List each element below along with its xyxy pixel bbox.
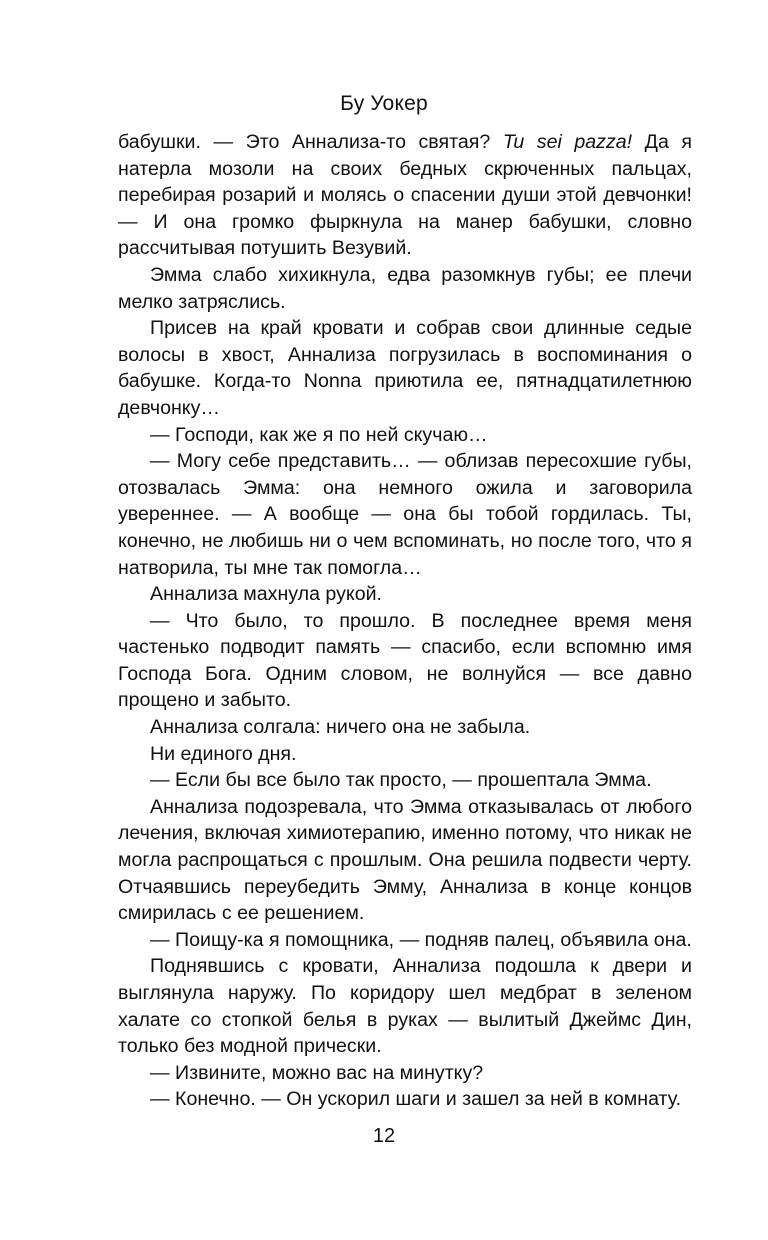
paragraph-continued (118, 129, 692, 262)
page-number: 12 (372, 1125, 396, 1147)
dialogue-line: — Конечно. — Он ускорил шаги и зашел за ней в комнату. (150, 1088, 682, 1111)
paragraph-text: бабушки. — Это Аннализа-то святая? (118, 131, 503, 153)
paragraph: Аннализа махнула рукой. (150, 583, 382, 606)
paragraph: Ни единого дня. (150, 742, 297, 765)
italic-phrase: Tu sei pazza! (502, 131, 633, 153)
paragraph: Присев на край кровати и собрав свои длинные седые волосы в хвост, Аннализа погрузилась в воспоминания о бабушке. Когда-то Nonna приютила ее, пятнадцатилетнюю девчонку… (118, 317, 692, 419)
paragraph: Поднявшись с кровати, Аннализа подошла к двери и выглянула наружу. По коридору шел медбрат в зеленом халате со стопкой белья в руках — вылитый Джеймс Дин, только без модной прически. (118, 955, 692, 1058)
dialogue-line: — Что было, то прошло. В последнее время меня частенько подводит память — спасибо, если вспомню имя Господа Бога. Одним словом, не волнуйся — все давно прощено и забыто. (118, 609, 692, 712)
body-text (118, 129, 692, 1113)
running-head-author: Бу Уокер (340, 92, 428, 115)
dialogue-line: — Если бы все было так просто, — прошептала Эмма. (150, 769, 652, 792)
paragraph: Аннализа подозревала, что Эмма отказывалась от любого лечения, включая химиотерапию, именно потому, что никак не могла распрощаться с прошлым. Она решила подвести черту. Отчаявшись переубедить Эмму, Аннализа в конце концов смирилась с ее решением. (118, 795, 692, 925)
paragraph-text: Да я натерла мозоли на своих бедных скрюченных пальцах, перебирая розарий и молясь о спасении души этой девчонки! — И она громко фыркнула на манер бабушки, словно рассчитывая потушить Везувий. (118, 131, 693, 260)
paragraph: Эмма слабо хихикнула, едва разомкнув губы; ее плечи мелко затряслись. (118, 263, 692, 313)
dialogue-line: — Поищу-ка я помощника, — подняв палец, объявила она. (150, 928, 692, 951)
paragraph: Аннализа солгала: ничего она не забыла. (150, 716, 531, 739)
dialogue-line: — Господи, как же я по ней скучаю… (150, 423, 488, 446)
dialogue-line: — Извините, можно вас на минутку? (150, 1061, 484, 1084)
dialogue-line: — Могу себе представить… — облизав пересохшие губы, отозвалась Эмма: она немного ожила и заговорила увереннее. — А вообще — она бы тобой гордилась. Ты, конечно, не любишь ни о чем вспоминать, но после того, что я натворила, ты мне так помогла… (118, 450, 692, 579)
